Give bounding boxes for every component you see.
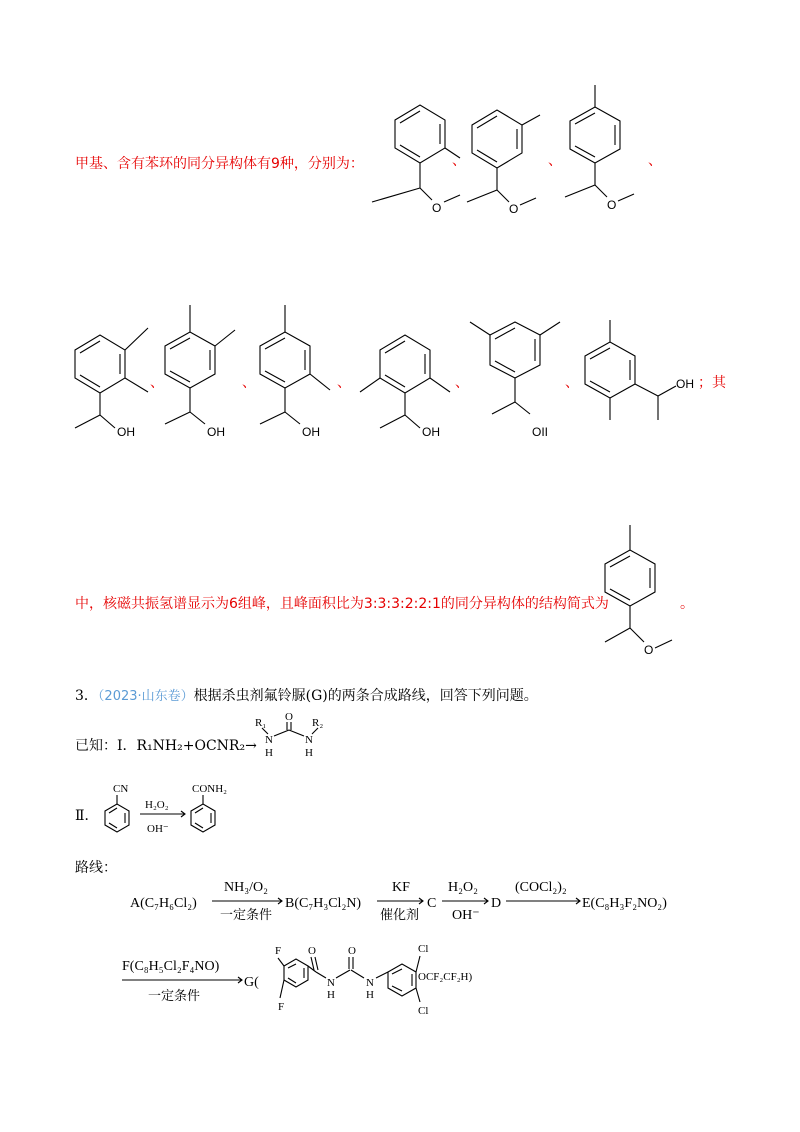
separator: 、 <box>648 153 662 169</box>
reagent-kf: KF <box>392 880 410 895</box>
oxygen-label: O <box>509 202 519 216</box>
catalyst-label: 催化剂 <box>380 908 420 923</box>
known-one-text: 已知：Ⅰ．R₁NH₂+OCNR₂→ <box>75 738 257 754</box>
cyano-label: CN <box>113 783 129 795</box>
known-two-label: Ⅱ． <box>75 808 99 824</box>
hydrogen-label: H <box>327 989 335 1001</box>
chlorine-label: Cl <box>418 943 429 955</box>
reagent-oxalyl-chloride: (COCl₂)₂ <box>515 880 567 895</box>
hydroxyl-label: OH <box>117 425 135 439</box>
nitrogen-label: N <box>265 734 273 746</box>
nitrogen-label: N <box>305 734 313 746</box>
compound-c: C <box>427 896 437 911</box>
separator: 、 <box>565 375 579 391</box>
chlorine-label: Cl <box>418 1005 429 1017</box>
hydroxyl-label: OH <box>422 425 440 439</box>
period: 。 <box>680 596 694 612</box>
question-text: 根据杀虫剂氟铃脲(G)的两条合成路线，回答下列问题。 <box>193 688 538 704</box>
separator: 、 <box>150 375 164 391</box>
paragraph-continuation: ；其 <box>698 375 726 391</box>
hydrogen-label: H <box>366 989 374 1001</box>
intro-text: 甲基、含有苯环的同分异构体有9种，分别为： <box>75 156 364 172</box>
r2-label: R₂ <box>312 717 324 729</box>
compound-e: E(C₈H₃F₂NO₂) <box>582 896 667 911</box>
reagent-h2o2: H₂O₂ <box>448 880 478 895</box>
compound-g: G( <box>244 975 259 990</box>
isomer-7-structure <box>355 310 455 440</box>
answer-structure <box>600 520 700 660</box>
reagent-label: H₂O₂ <box>145 799 169 811</box>
oxygen-label: O <box>308 945 316 957</box>
isomer-9-structure <box>580 320 700 440</box>
separator: 、 <box>455 375 469 391</box>
route-label: 路线： <box>75 860 117 876</box>
separator: 、 <box>548 153 562 169</box>
nitrogen-label: N <box>366 977 374 989</box>
oxygen-label: O <box>432 201 442 215</box>
separator: 、 <box>337 375 351 391</box>
question-number: 3． <box>75 688 98 704</box>
isomer-6-structure <box>255 300 345 440</box>
oxygen-label: O <box>607 198 617 212</box>
isomer-3-structure <box>560 85 660 215</box>
benzonitrile-reaction <box>95 780 255 850</box>
compound-a: A(C₇H₆Cl₂) <box>130 896 197 911</box>
hydroxyl-label: OII <box>532 425 549 439</box>
hydroxyl-label: OH <box>676 377 694 391</box>
tetrafluoroethoxy-label: OCF₂CF₂H) <box>418 971 473 983</box>
condition-label: 一定条件 <box>220 908 273 923</box>
hydroxyl-label: OH <box>302 425 320 439</box>
base-label: OH⁻ <box>452 908 480 923</box>
answer-text: 中，核磁共振氢谱显示为6组峰，且峰面积比为3:3:3:2:2:1的同分异构体的结构简式为 <box>75 596 609 612</box>
compound-d: D <box>491 896 502 911</box>
oxygen-label: O <box>348 945 356 957</box>
oxygen-label: O <box>285 711 293 723</box>
separator: 、 <box>242 375 256 391</box>
base-label: OH⁻ <box>147 823 169 835</box>
amide-label: CONH₂ <box>192 783 228 795</box>
separator: 、 <box>452 153 466 169</box>
condition-label: 一定条件 <box>148 989 201 1004</box>
synthesis-route-line-1 <box>130 875 720 925</box>
hydrogen-label: H <box>305 747 313 759</box>
fluorine-label: F <box>275 945 282 957</box>
question-source: （2023·山东卷） <box>97 689 194 704</box>
synthesis-route-line-2 <box>120 940 550 1030</box>
hydrogen-label: H <box>265 747 273 759</box>
isomer-1-structure <box>360 90 460 220</box>
question-header <box>75 685 538 705</box>
hydroxyl-label: OH <box>207 425 225 439</box>
compound-b: B(C₇H₃Cl₂N) <box>285 896 362 911</box>
isomer-8-structure <box>470 310 570 440</box>
urea-structure <box>250 710 350 760</box>
reagent-nh3-o2: NH₃/O₂ <box>224 880 268 895</box>
oxygen-label: O <box>644 643 654 657</box>
isomer-2-structure <box>462 100 562 220</box>
isomer-4-structure <box>70 310 160 440</box>
r1-label: R₁ <box>255 717 267 729</box>
fluorine-label: F <box>278 1001 285 1013</box>
nitrogen-label: N <box>327 977 335 989</box>
isomer-5-structure <box>160 300 250 440</box>
compound-f: F(C₈H₅Cl₂F₄NO) <box>122 959 220 974</box>
